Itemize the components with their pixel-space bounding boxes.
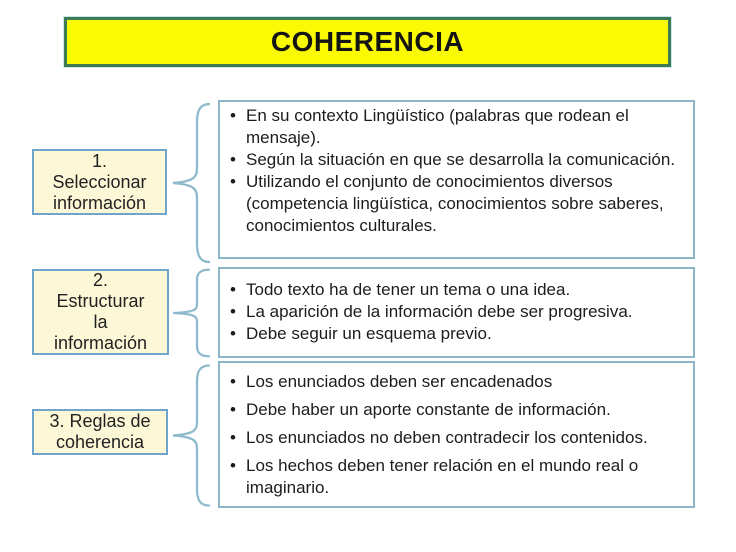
label-line: la: [93, 312, 108, 332]
label-box-estructurar-informacion: [32, 269, 169, 355]
bullet-text: Debe haber un aporte constante de información.: [246, 400, 611, 419]
list-item: [230, 427, 689, 449]
list-item: [230, 455, 689, 499]
bullet-icon: •: [230, 372, 236, 391]
bullet-icon: •: [230, 172, 236, 191]
bullet-list: [230, 371, 689, 499]
bullet-icon: •: [230, 428, 236, 447]
bullet-icon: •: [230, 324, 236, 343]
bullet-list: [230, 105, 689, 237]
content-box-reglas-de-coherencia: [218, 361, 695, 508]
bullet-list: [230, 279, 689, 345]
bullet-icon: •: [230, 400, 236, 419]
bullet-text: Debe seguir un esquema previo.: [246, 324, 492, 343]
content-box-seleccionar-informacion: [218, 100, 695, 259]
left-brace-icon: [167, 267, 213, 359]
label-line: 2.: [92, 270, 108, 290]
left-brace-icon: [167, 361, 213, 510]
bullet-text: Los enunciados deben ser encadenados: [246, 372, 553, 391]
bullet-text: En su contexto Lingüístico (palabras que rodean el mensaje).: [246, 106, 629, 147]
label-line: información: [53, 333, 148, 353]
list-item: [230, 301, 689, 323]
title-box: [64, 17, 671, 67]
label-line: coherencia: [55, 432, 145, 452]
label-line: Estructurar: [56, 291, 145, 311]
page-title: COHERENCIA: [270, 26, 465, 57]
bullet-text: Según la situación en que se desarrolla la comunicación.: [246, 150, 676, 169]
list-item: [230, 149, 689, 171]
bullet-text: Todo texto ha de tener un tema o una idea.: [246, 280, 571, 299]
bullet-icon: •: [230, 456, 236, 475]
bullet-icon: •: [230, 302, 236, 321]
bullet-text: Los enunciados no deben contradecir los contenidos.: [246, 428, 648, 447]
list-item: [230, 279, 689, 301]
label-line: información: [52, 192, 147, 213]
list-item: [230, 399, 689, 421]
list-item: [230, 171, 689, 237]
list-item: [230, 105, 689, 149]
bullet-text: Los hechos deben tener relación en el mundo real o imaginario.: [246, 456, 639, 497]
left-brace-icon: [167, 99, 213, 267]
bullet-icon: •: [230, 106, 236, 125]
label-line: 1.: [91, 150, 107, 171]
content-box-estructurar-informacion: [218, 267, 695, 358]
bullet-icon: •: [230, 150, 236, 169]
list-item: [230, 323, 689, 345]
bullet-icon: •: [230, 280, 236, 299]
label-box-seleccionar-informacion: [32, 149, 167, 215]
label-line: Seleccionar: [52, 171, 147, 192]
list-item: [230, 371, 689, 393]
label-line: 3. Reglas de: [49, 411, 151, 431]
label-box-reglas-de-coherencia: [32, 409, 168, 455]
bullet-text: La aparición de la información debe ser progresiva.: [246, 302, 633, 321]
bullet-text: Utilizando el conjunto de conocimientos diversos (competencia lingüística, conocimientos sobre saberes, conocimientos culturales.: [246, 172, 664, 235]
